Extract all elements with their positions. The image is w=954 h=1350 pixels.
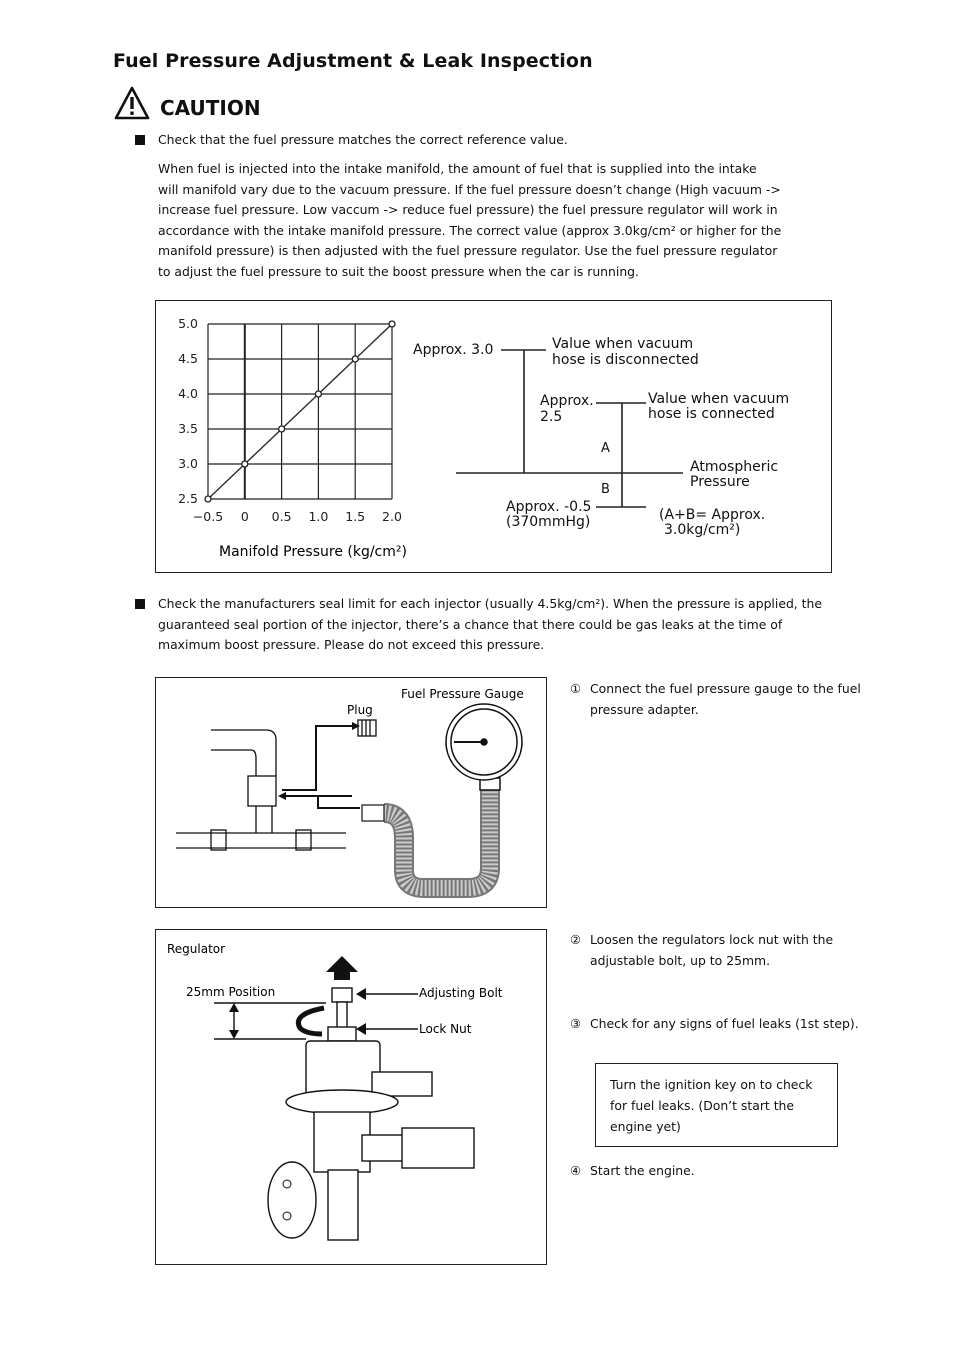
section1-paragraph: When fuel is injected into the intake manifold, the amount of fuel that is supplied into the intake will manifold vary due to the vacuum pressure. If the fuel pressure doesn’t change (High vacuum -> increase fuel pressure. Low vaccum -> reduce fuel pressure) the fuel pressure regulator will work in accordance with the intake manifold pressure. The correct value (approx 3.0kg/cm² or higher for the manifold pressure) is then adjusted with the fuel pressure regulator. Use the fuel pressure regulator to adjust the fuel pressure to suit the boost pressure when the car is running. — [158, 161, 782, 279]
chart-series-line — [208, 324, 392, 499]
gauge-figure — [155, 677, 547, 908]
warning-icon — [114, 86, 150, 120]
pressure-levels-diagram — [456, 350, 683, 507]
chart-data-point — [205, 496, 211, 502]
ignition-note: Turn the ignition key on to check for fuel leaks. (Don’t start the engine yet) — [595, 1063, 838, 1147]
chart-x-axis-label: Manifold Pressure (kg/cm²) — [219, 544, 407, 560]
chart-y-tick-label: 4.5 — [178, 351, 198, 366]
sum-label-1: (A+B= Approx. — [659, 507, 766, 523]
arrow-up-icon — [326, 956, 358, 980]
bolt-label: Adjusting Bolt — [419, 986, 503, 1000]
step-4: ④ Start the engine. — [570, 1163, 695, 1178]
chart-x-tick-label: −0.5 — [192, 509, 224, 524]
nut-label: Lock Nut — [419, 1022, 472, 1036]
chart-x-tick-label: 1.0 — [308, 509, 329, 524]
chart-x-tick-label: 1.5 — [345, 509, 366, 524]
label-b: B — [601, 482, 610, 497]
position-label: 25mm Position — [186, 985, 276, 999]
rotate-icon — [298, 1008, 324, 1034]
chart-data-point — [242, 461, 248, 467]
section1-bullet: Check that the fuel pressure matches the correct reference value. — [158, 132, 568, 147]
plug-label: Plug — [347, 703, 373, 717]
approx-25-label-2: 2.5 — [540, 409, 563, 425]
bullet-marker — [135, 135, 145, 145]
chart-data-point — [389, 321, 395, 327]
hose — [362, 788, 490, 888]
pressure-gauge-icon — [446, 704, 522, 790]
chart-y-tick-label: 3.0 — [178, 456, 198, 471]
section2-paragraph: Check the manufacturers seal limit for each injector (usually 4.5kg/cm²). When the pressure is applied, the guaranteed seal portion of the injector, there’s a chance that there could be gas leaks at the time of maximum boost pressure. Please do not exceed this pressure. — [158, 596, 823, 652]
connected-label-1: Value when vacuum — [648, 391, 790, 407]
connected-label-2: hose is connected — [648, 406, 775, 422]
page-title: Fuel Pressure Adjustment & Leak Inspection — [113, 50, 593, 72]
sum-label-2: 3.0kg/cm²) — [664, 522, 741, 538]
chart-y-tick-label: 5.0 — [178, 316, 198, 331]
arrow-left-icon — [278, 792, 286, 800]
fuel-adapter — [176, 730, 346, 850]
plug-icon — [358, 720, 376, 736]
pressure-figure — [155, 300, 832, 573]
approx-neg-label-2: (370mmHg) — [506, 514, 591, 530]
chart-data-point — [315, 391, 321, 397]
approx-neg-label-1: Approx. -0.5 — [506, 499, 592, 515]
regulator-label: Regulator — [167, 942, 226, 956]
bullet-marker — [135, 599, 145, 609]
chart-x-tick-label: 0.5 — [271, 509, 292, 524]
approx-3-label: Approx. 3.0 — [413, 342, 494, 358]
chart-data-point — [279, 426, 285, 432]
label-a: A — [601, 441, 610, 456]
disconnected-label-1: Value when vacuum — [552, 336, 694, 352]
caution-heading: CAUTION — [160, 96, 261, 120]
gauge-label: Fuel Pressure Gauge — [401, 687, 524, 701]
step-1: ① Connect the fuel pressure gauge to the fuel pressure adapter. — [570, 681, 861, 717]
step-2: ② Loosen the regulators lock nut with the adjustable bolt, up to 25mm. — [570, 932, 834, 968]
chart-y-tick-label: 3.5 — [178, 421, 198, 436]
chart-x-tick-label: 0 — [240, 509, 249, 524]
regulator-figure — [155, 929, 547, 1265]
chart-y-tick-label: 2.5 — [178, 491, 198, 506]
step-3: ③ Check for any signs of fuel leaks (1st step). — [570, 1016, 859, 1031]
chart-data-point — [352, 356, 358, 362]
atmospheric-label-2: Pressure — [690, 474, 750, 490]
disconnected-label-2: hose is disconnected — [552, 352, 699, 368]
chart-y-tick-label: 4.0 — [178, 386, 198, 401]
atmospheric-label-1: Atmospheric — [690, 459, 779, 475]
pressure-chart — [156, 301, 831, 572]
chart-x-tick-label: 2.0 — [382, 509, 402, 524]
approx-25-label-1: Approx. — [540, 393, 594, 409]
